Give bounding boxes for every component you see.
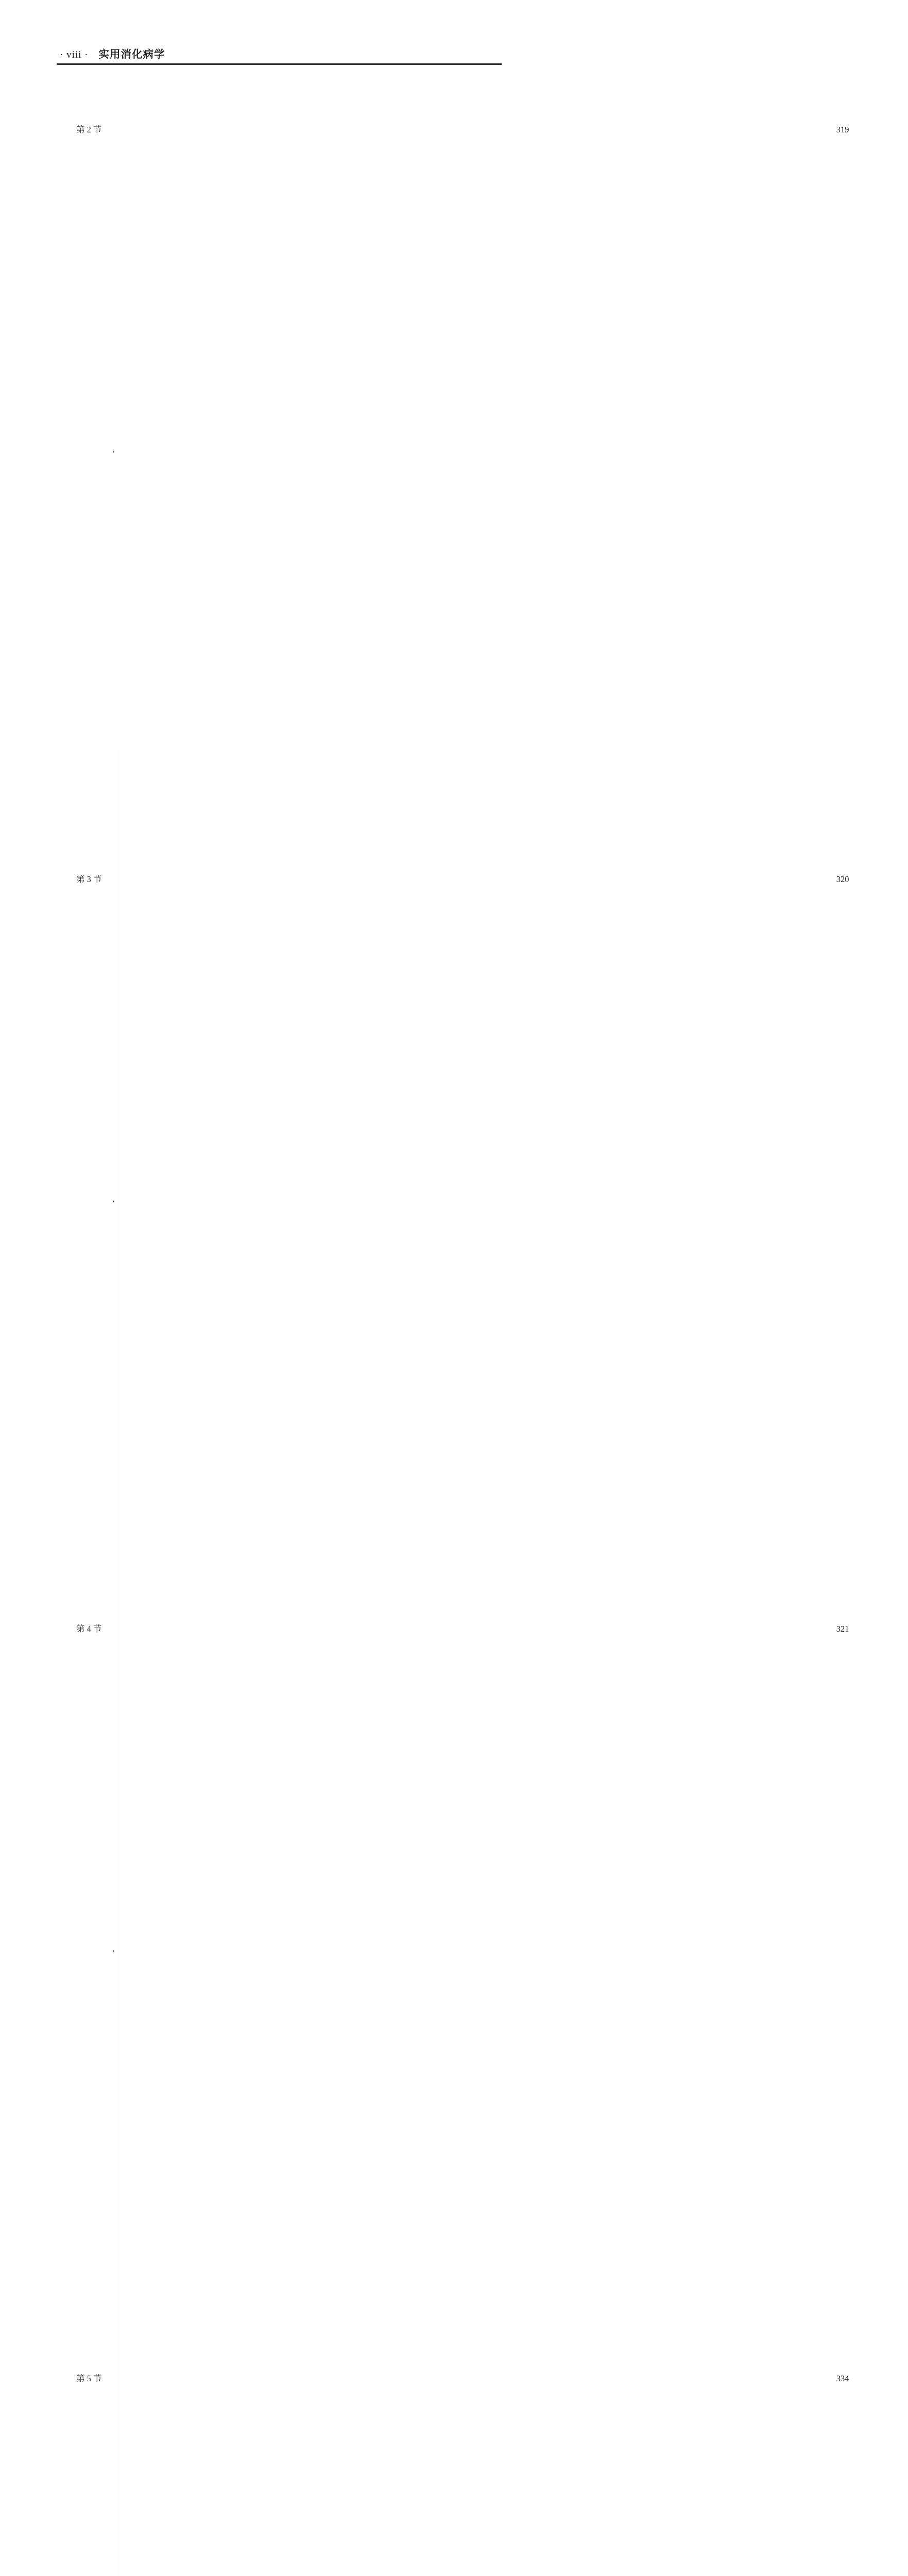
dot-leader (112, 449, 115, 454)
entry-page: 320 (348, 827, 904, 1577)
header-rule (57, 63, 502, 65)
dot-leader (112, 1948, 115, 1954)
toc-entry (57, 827, 270, 1577)
left-column (57, 77, 270, 2576)
entry-page: 321 (348, 1577, 904, 2326)
entry-page: 334 (348, 2326, 904, 2576)
toc-entry (57, 77, 270, 827)
entry-label: 第 4 节 (76, 1622, 102, 1637)
toc-entry (57, 2326, 270, 2576)
toc-entry (57, 1577, 270, 2326)
entry-label: 第 2 节 (76, 123, 102, 138)
dot-leader (112, 1199, 115, 1204)
page-header (57, 45, 502, 61)
toc-columns (57, 77, 502, 2576)
book-title: 实用消化病学 (99, 45, 165, 61)
entry-label: 第 5 节 (76, 2371, 102, 2386)
entry-label: 第 3 节 (76, 872, 102, 887)
entry-page: 319 (348, 77, 904, 827)
page-number-label: · viii · (60, 49, 89, 61)
toc-page (0, 0, 556, 750)
